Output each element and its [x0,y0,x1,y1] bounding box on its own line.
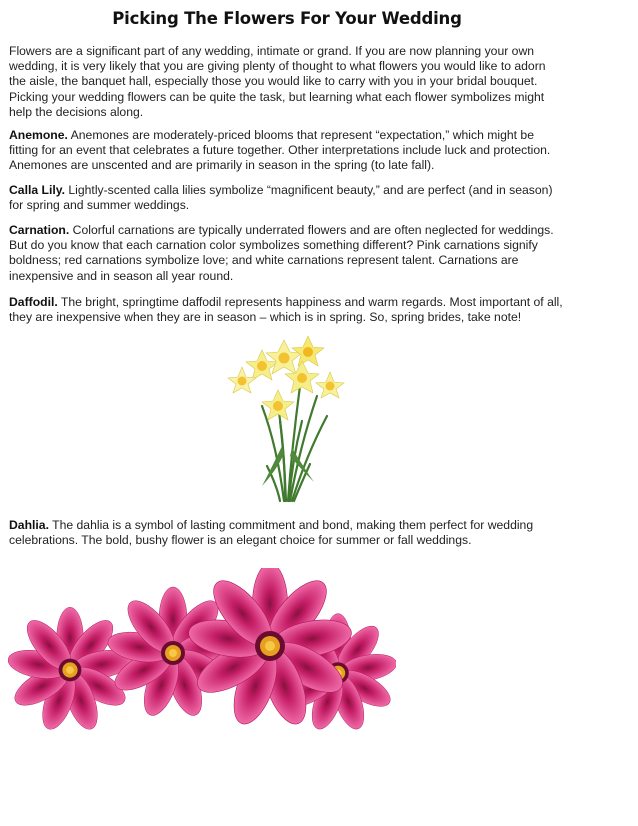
carnation-paragraph [9,223,565,284]
daffodil-bouquet-image [222,336,347,506]
page-title: Picking The Flowers For Your Wedding [112,9,462,28]
dahlia-heading: Dahlia. [9,518,49,532]
anemone-heading: Anemone. [9,128,68,142]
calla-lily-heading: Calla Lily. [9,183,65,197]
dahlia-text: The dahlia is a symbol of lasting commitment and bond, making them perfect for wedding celebrations. The bold, bushy flower is an elegant choice for summer or fall weddings. [9,518,534,548]
daffodil-text: The bright, springtime daffodil represents happiness and warm regards. Most important of all, they are inexpensive when they are in season – which is in spring. So, spring brides, take note! [9,295,563,325]
daffodil-blooms [228,336,344,420]
anemone-paragraph [9,128,565,174]
calla-lily-text: Lightly-scented calla lilies symbolize “magnificent beauty,” and are perfect (and in season) for spring and summer weddings. [9,183,553,213]
carnation-text: Colorful carnations are typically underrated flowers and are often neglected for weddings. But do you know that each carnation color symbolizes something different? Pink carnations signify boldness; red carnations symbolize love; and white carnations represent talent. Carnations are inexpensive and in season all year round. [9,223,554,283]
dahlia-flowers-image [8,568,396,740]
intro-paragraph: Flowers are a significant part of any wedding, intimate or grand. If you are now planning your own wedding, it is very likely that you are giving plenty of thought to what flowers you would like to adorn the aisle, the banquet hall, especially those you would like to carry with you in your bridal bouquet. Picking your wedding flowers can be quite the task, but learning what each flower symbolizes might help the decisions along. [9,44,546,119]
carnation-heading: Carnation. [9,223,70,237]
calla-lily-paragraph [9,183,565,213]
dahlia-bloom-left [8,607,134,733]
daffodil-leaves [262,446,314,486]
daffodil-heading: Daffodil. [9,295,58,309]
dahlia-paragraph [9,518,565,548]
anemone-text: Anemones are moderately-priced blooms that represent “expectation,” which might be fitting for an event that celebrates a future together. Other interpretations include luck and protection. Anemones are unscented and are primarily in season in the spring (to late fall). [9,128,551,173]
daffodil-paragraph [9,295,565,325]
